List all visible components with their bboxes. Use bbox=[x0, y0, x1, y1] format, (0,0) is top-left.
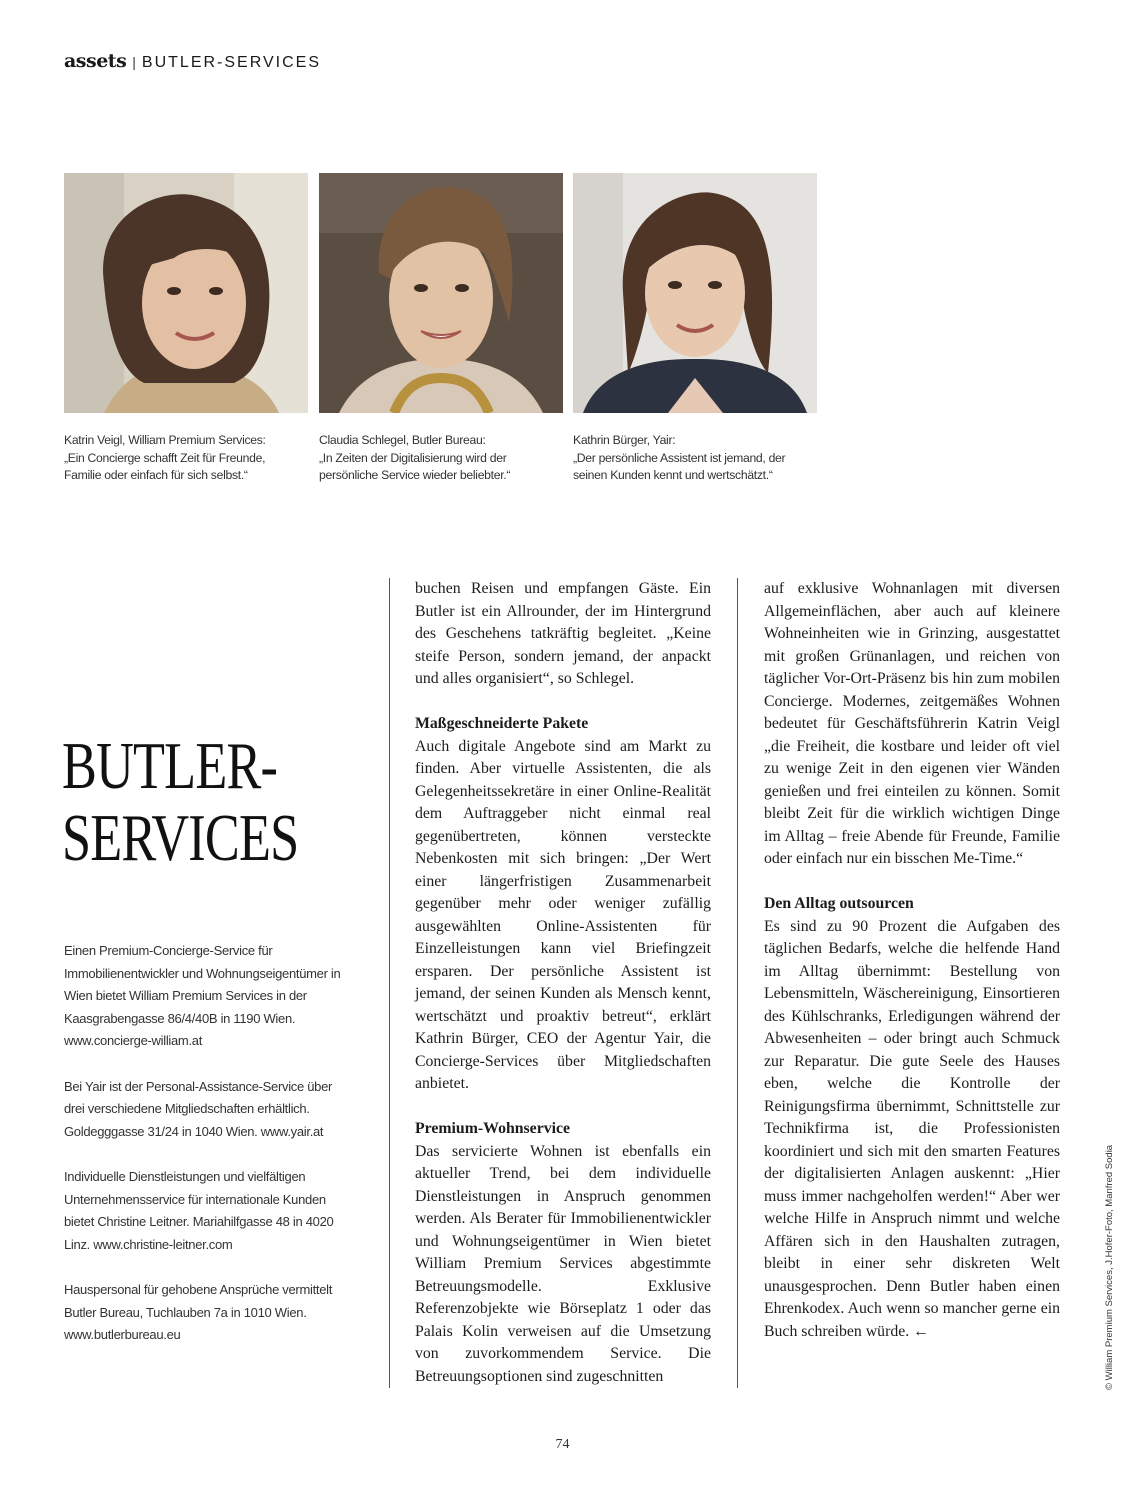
info-entry: Hauspersonal für gehobene Ansprüche vermittelt Butler Bureau, Tuchlauben 7a in 1010 Wien. www.butlerbureau.eu bbox=[64, 1282, 333, 1342]
info-entry: Einen Premium-Concierge-Service für Immobilienentwickler und Wohnungseigentümer in Wien bietet William Premium Services in der Kaasgrabengasse 86/4/40B in 1190 Wien. www.concierge-william.at bbox=[64, 943, 341, 1048]
photo-caption bbox=[64, 432, 304, 485]
body-paragraph: Auch digitale Angebote sind am Markt zu finden. Aber virtuelle Assistenten, die als Gelegenheitssekretäre in einer Online-Realität dem Auftraggeber nicht einmal real gegenübertreten, können versteckte Nebenkosten mit sich bringen: „Der Wert einer längerfristigen Zusammenarbeit gegenüber mehr oder weniger zufällig ausgewählten Online-Assistenten für Einzelleistungen kann viel Briefingzeit ersparen. Der persönliche Assistent ist jemand, der seinen Kunden als Mensch kennt, wertschätzt und proaktiv betreut“, erklärt Kathrin Bürger, CEO der Agentur Yair, die Concierge-Services über Mitgliedschaften anbietet. bbox=[415, 737, 711, 1092]
portrait-photo-claudia-schlegel bbox=[319, 173, 563, 413]
body-text: Es sind zu 90 Prozent die Aufgaben des täglichen Bedarfs, welche die helfende Hand im Alltag übernimmt: Bestellung von Lebensmitteln, Wäschereinigung, Einsortieren des Kühlschranks, Erledigungen während der Abwesenheiten – oder bringt auch Schmuck zur Reparatur. Die gute Seele des Hauses eben, welche die Kontrolle der Reinigungsfirma übernimmt, Schnittstelle zur Technikfirma ist, die Professionisten koordiniert und sich mit den smarten Features der digitalisierten Anlagen auskennt: „Hier muss immer nachgeholfen werden!“ Aber wer welche Hilfe in Anspruch nimmt und welche Affären sich in den Haushalten zutragen, bleibt in einer sehr diskreten Welt unausgesprochen. Denn Butler haben einen Ehrenkodex. Auch wenn so mancher gerne ein Buch schreiben würde. bbox=[764, 917, 1060, 1340]
article-title bbox=[62, 729, 299, 875]
photo-caption bbox=[319, 432, 559, 485]
body-paragraph bbox=[764, 916, 1060, 1344]
subheading: Premium-Wohnservice bbox=[415, 1120, 571, 1137]
portrait-photo-katrin-veigl bbox=[64, 173, 308, 413]
caption-attribution: Claudia Schlegel, Butler Bureau: bbox=[319, 433, 486, 447]
subheading: Maßgeschneiderte Pakete bbox=[415, 715, 589, 732]
article-column-2 bbox=[764, 578, 1060, 1343]
page-number: 74 bbox=[555, 1437, 570, 1452]
body-paragraph: Das servicierte Wohnen ist ebenfalls ein aktueller Trend, bei dem individuelle Dienstleistungen in Anspruch genommen werden. Als Berater für Immobilienentwickler und Wohnungseigentümer in Wien bietet William Premium Services abgestimmte Betreuungsmodelle. Exklusive Referenzobjekte wie Börseplatz 1 oder das Palais Kolin verweisen auf die Umsetzung von zuvorkommendem Service. Die Betreuungsoptionen sind zugeschnitten bbox=[415, 1142, 711, 1385]
portrait-photo-kathrin-buerger bbox=[573, 173, 817, 413]
section-name: BUTLER-SERVICES bbox=[141, 54, 321, 71]
photo-credit: © William Premium Services, J.Hofer-Foto, Manfred Sodia bbox=[1104, 1144, 1115, 1390]
info-entry: Individuelle Dienstleistungen und vielfältigen Unternehmensservice für internationale Kunden bietet Christine Leitner. Mariahilfgasse 48 in 4020 Linz. www.christine-leitner.com bbox=[64, 1169, 334, 1252]
caption-quote: „Der persönliche Assistent ist jemand, der seinen Kunden kennt und wertschätzt.“ bbox=[573, 450, 786, 482]
photo-caption bbox=[573, 432, 813, 485]
header-separator: | bbox=[132, 54, 136, 70]
caption-attribution: Katrin Veigl, William Premium Services: bbox=[64, 433, 266, 447]
address-info-box bbox=[64, 940, 354, 1370]
caption-quote: „Ein Concierge schafft Zeit für Freunde, Familie oder einfach für sich selbst.“ bbox=[64, 450, 266, 482]
info-entry: Bei Yair ist der Personal-Assistance-Service über drei verschiedene Mitgliedschaften erhältlich. Goldegggasse 31/24 in 1040 Wien. www.yair.at bbox=[64, 1078, 333, 1139]
running-header bbox=[64, 50, 321, 74]
title-line: SERVICES bbox=[62, 801, 299, 875]
title-line: BUTLER- bbox=[62, 729, 278, 803]
caption-attribution: Kathrin Bürger, Yair: bbox=[573, 433, 676, 447]
magazine-brand: assets bbox=[64, 50, 127, 72]
end-mark-icon: ← bbox=[913, 1322, 929, 1340]
article-column-1 bbox=[415, 578, 711, 1388]
body-paragraph: buchen Reisen und empfangen Gäste. Ein Butler ist ein Allrounder, der im Hintergrund des Geschehens tatkräftig begleitet. „Keine steife Person, sondern jemand, der anpackt und alles organisiert“, so Schlegel. bbox=[415, 580, 711, 687]
caption-quote: „In Zeiten der Digitalisierung wird der persönliche Service wieder beliebter.“ bbox=[319, 450, 511, 482]
column-divider bbox=[737, 578, 738, 1388]
column-divider bbox=[389, 578, 390, 1388]
subheading: Den Alltag outsourcen bbox=[764, 895, 914, 912]
body-paragraph: auf exklusive Wohnanlagen mit diversen Allgemeinflächen, aber auch auf kleinere Wohneinheiten wie in Grinzing, ausgestattet mit großen Grünanlagen, und reichen von täglicher Vor-Ort-Präsenz bis hin zum mobilen Concierge. Modernes, zeitgemäßes Wohnen bedeutet für Geschäftsführerin Katrin Veigl „die Freiheit, die kostbare und leider oft viel zu wenige Zeit in den eigenen vier Wänden genießen und frei einteilen zu können. Somit bleibt Zeit für die wirklich wichtigen Dinge im Alltag – freie Abende für Freunde, Familie oder einfach nur ein bisschen Me-Time.“ bbox=[764, 580, 1060, 867]
